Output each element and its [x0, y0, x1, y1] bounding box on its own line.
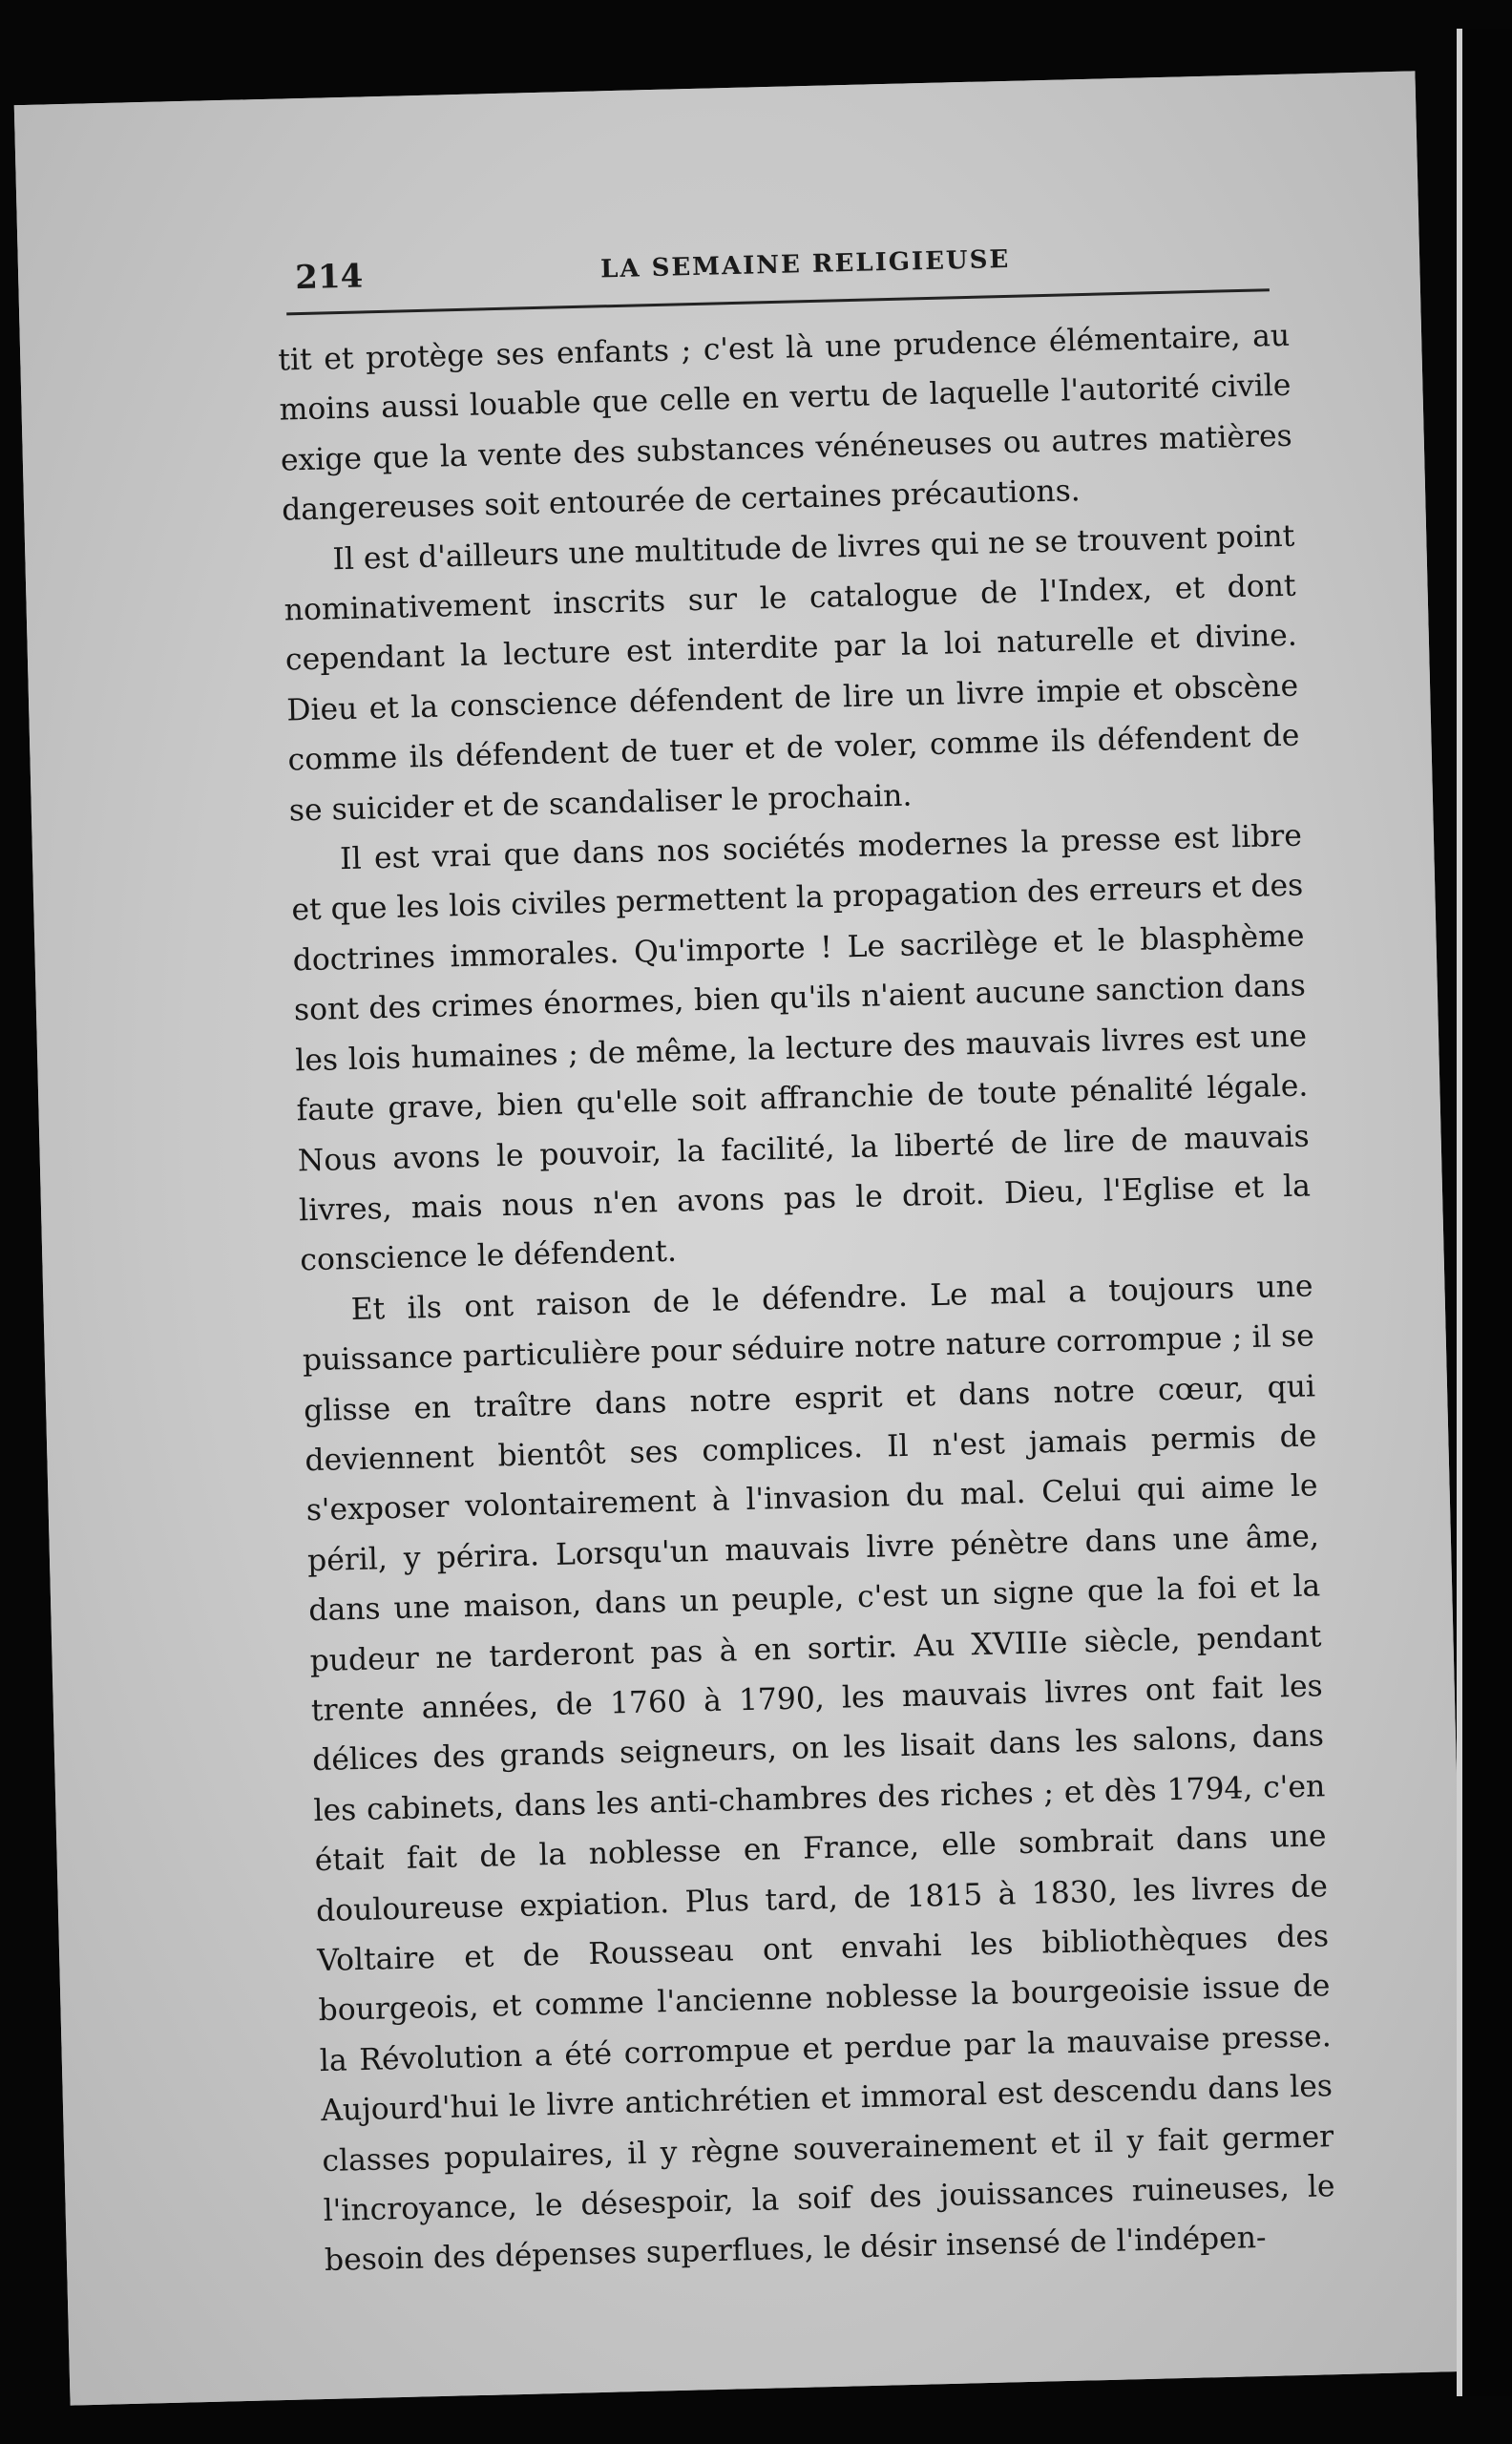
paragraph: tit et protège ses enfants ; c'est là une prudence élémentaire, au moins aussi louable que celle en vertu de laquelle l'autorité civile exige que la vente des substances vénéneuses ou autres matières dangereuses soit entourée de certaines précautions. — [277, 318, 1293, 528]
page-number: 214 — [294, 257, 364, 298]
running-head: LA SEMAINE RELIGIEUSE — [599, 244, 1011, 284]
paragraph: Il est vrai que dans nos sociétés modernes la presse est libre et que les lois civiles permettent la propagation des erreurs et des doctrines immorales. Qu'importe ! Le sacrilège et le blasphème sont des crimes énormes, bien qu'ils n'aient aucune sanction dans les lois humaines ; de même, la lecture des mauvais livres est une faute grave, bien qu'elle soit affranchie de toute pénalité légale. Nous avons le pouvoir, la facilité, la liberté de lire de mauvais livres, mais nous n'en avons pas le droit. Dieu, l'Eglise et la conscience le défendent. — [291, 818, 1312, 1278]
body-text — [278, 311, 1337, 2286]
paragraph: Il est d'ailleurs une multitude de livres qui ne se trouvent point nominativement inscrits sur le catalogue de l'Index, et dont cependant la lecture est interdite par la loi naturelle et divine. Dieu et la conscience défendent de lire un livre impie et obscène comme ils défendent de tuer et de voler, comme ils défendent de se suicider et de scandaliser le prochain. — [284, 518, 1300, 829]
adjacent-page-edge — [1457, 29, 1512, 2396]
book-page — [14, 71, 1471, 2405]
paragraph: Et ils ont raison de le défendre. Le mal a toujours une puissance particulière pour séduire notre nature corrompue ; il se glisse en traître dans notre esprit et dans notre cœur, qui deviennent bientôt ses complices. Il n'est jamais permis de s'exposer volontairement à l'invasion du mal. Celui qui aime le péril, y périra. Lorsqu'un mauvais livre pénètre dans une âme, dans une maison, dans un peuple, c'est un signe que la foi et la pudeur ne tarderont pas à en sortir. Au XVIIIe siècle, pendant trente années, de 1760 à 1790, les mauvais livres ont fait les délices des grands seigneurs, on les lisait dans les salons, dans les cabinets, dans les anti-chambres des riches ; et dès 1794, c'en était fait de la noblesse en France, elle sombrait dans une douloureuse expiation. Plus tard, de 1815 à 1830, les livres de Voltaire et de Rousseau ont envahi les bibliothèques des bourgeois, et comme l'ancienne noblesse la bourgeoisie issue de la Révolution a été corrompue et perdue par la mauvaise presse. Aujourd'hui le livre antichrétien et immoral est descendu dans les classes populaires, il y règne souverainement et il y fait germer l'incroyance, le désespoir, la soif des jouissances ruineuses, le besoin des dépenses superflues, le désir insensé de l'indépen- — [302, 1269, 1335, 2279]
